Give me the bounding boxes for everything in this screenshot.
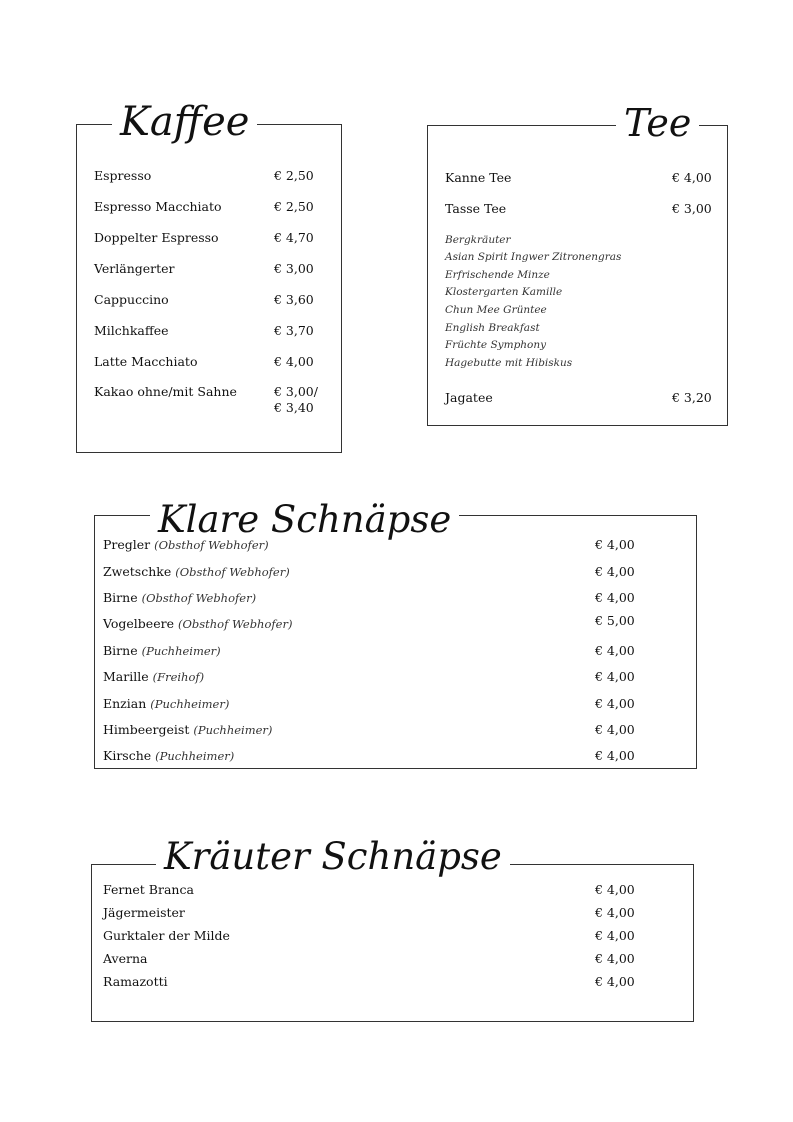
item-name: Kanne Tee xyxy=(445,170,512,185)
item-price: € 3,00 xyxy=(274,261,314,276)
menu-item xyxy=(92,928,693,946)
item-price: € 4,00 xyxy=(595,722,635,737)
item-price: € 4,00 xyxy=(672,170,712,185)
item-name: Ramazotti xyxy=(103,974,168,989)
item-price: € 4,00 xyxy=(595,928,635,943)
item-name: Espresso Macchiato xyxy=(94,199,222,214)
item-name: Cappuccino xyxy=(94,292,169,307)
item-price: € 4,00 xyxy=(595,643,635,658)
menu-item xyxy=(77,354,341,372)
item-source: (Puchheimer) xyxy=(141,644,221,658)
menu-item xyxy=(95,613,696,634)
item-name: Espresso xyxy=(94,168,152,183)
menu-item xyxy=(77,199,341,217)
item-price: € 5,00 xyxy=(595,613,635,628)
menu-item xyxy=(77,261,341,279)
item-price: € 3,20 xyxy=(672,390,712,405)
tea-variety: English Breakfast xyxy=(445,322,540,334)
tea-variety: Asian Spirit Ingwer Zitronengras xyxy=(445,251,622,263)
item-name: Averna xyxy=(103,951,148,966)
kaffee-box xyxy=(76,124,342,453)
item-source: (Puchheimer) xyxy=(155,749,235,763)
item-price: € 4,00 xyxy=(274,354,314,369)
klare-schnaepse-heading: Klare Schnäpse xyxy=(150,501,459,538)
item-name: Verlängerter xyxy=(94,261,175,276)
item-price: € 4,00 xyxy=(595,974,635,989)
menu-item xyxy=(428,201,727,219)
item-price: € 3,70 xyxy=(274,323,314,338)
item-price: € 4,70 xyxy=(274,230,314,245)
menu-item xyxy=(92,974,693,992)
item-name: Jägermeister xyxy=(103,905,185,920)
kraeuter-schnaepse-box xyxy=(91,864,694,1022)
item-price-alt: € 3,40 xyxy=(274,400,314,415)
menu-item xyxy=(95,748,696,766)
item-price: € 4,00 xyxy=(595,564,635,579)
menu-item xyxy=(77,292,341,310)
item-price: € 3,00 xyxy=(672,201,712,216)
item-price: € 4,00 xyxy=(595,905,635,920)
item-price: € 2,50 xyxy=(274,168,314,183)
item-name: Birne (Obsthof Webhofer) xyxy=(103,590,257,605)
item-price: € 3,60 xyxy=(274,292,314,307)
tee-box xyxy=(427,125,728,426)
tea-variety: Klostergarten Kamille xyxy=(445,286,563,298)
menu-item xyxy=(77,230,341,248)
item-name: Latte Macchiato xyxy=(94,354,198,369)
item-name: Enzian (Puchheimer) xyxy=(103,696,230,711)
klare-schnaepse-box xyxy=(94,515,697,769)
menu-item xyxy=(95,696,696,714)
item-price: € 4,00 xyxy=(595,748,635,763)
menu-item xyxy=(77,323,341,341)
kaffee-heading: Kaffee xyxy=(112,102,257,142)
item-name: Marille (Freihof) xyxy=(103,669,205,684)
tea-variety: Bergkräuter xyxy=(445,234,511,246)
item-price: € 4,00 xyxy=(595,882,635,897)
tea-variety: Erfrischende Minze xyxy=(445,269,550,281)
item-name: Himbeergeist (Puchheimer) xyxy=(103,722,273,737)
menu-item xyxy=(95,564,696,582)
item-price: € 2,50 xyxy=(274,199,314,214)
item-price: € 4,00 xyxy=(595,590,635,605)
item-source: (Obsthof Webhofer) xyxy=(175,565,290,579)
item-name: Tasse Tee xyxy=(445,201,507,216)
menu-item xyxy=(95,643,696,661)
item-name: Doppelter Espresso xyxy=(94,230,219,245)
tea-variety: Hagebutte mit Hibiskus xyxy=(445,357,573,369)
item-name: Birne (Puchheimer) xyxy=(103,643,221,658)
tea-variety: Chun Mee Grüntee xyxy=(445,304,547,316)
item-source: (Puchheimer) xyxy=(150,697,230,711)
item-source: (Obsthof Webhofer) xyxy=(141,591,257,605)
menu-item xyxy=(77,168,341,186)
item-source: (Freihof) xyxy=(152,670,205,684)
item-price: € 3,00/ xyxy=(274,384,318,399)
item-name: Kakao ohne/mit Sahne xyxy=(94,384,237,399)
menu-item xyxy=(77,384,341,418)
item-source: (Obsthof Webhofer) xyxy=(177,617,293,631)
kraeuter-schnaepse-heading: Kräuter Schnäpse xyxy=(156,838,510,875)
menu-item xyxy=(95,590,696,608)
menu-item xyxy=(92,905,693,923)
item-name: Kirsche (Puchheimer) xyxy=(103,748,235,763)
item-price: € 4,00 xyxy=(595,696,635,711)
tea-variety: Früchte Symphony xyxy=(445,339,547,351)
item-name: Vogelbeere (Obsthof Webhofer) xyxy=(103,616,293,631)
item-price: € 4,00 xyxy=(595,537,635,552)
menu-item xyxy=(95,669,696,687)
menu-item xyxy=(428,170,727,188)
item-source: (Puchheimer) xyxy=(193,723,273,737)
item-name: Jagatee xyxy=(445,390,493,405)
menu-item xyxy=(92,882,693,900)
item-name: Fernet Branca xyxy=(103,882,194,897)
item-name: Milchkaffee xyxy=(94,323,169,338)
item-price: € 4,00 xyxy=(595,951,635,966)
item-source: (Obsthof Webhofer) xyxy=(154,538,269,552)
menu-item xyxy=(428,390,727,408)
item-name: Zwetschke (Obsthof Webhofer) xyxy=(103,564,290,579)
item-name: Gurktaler der Milde xyxy=(103,928,230,943)
item-price: € 4,00 xyxy=(595,669,635,684)
menu-item xyxy=(92,951,693,969)
tee-heading: Tee xyxy=(616,104,699,142)
item-name: Pregler (Obsthof Webhofer) xyxy=(103,537,269,552)
menu-item xyxy=(95,722,696,740)
